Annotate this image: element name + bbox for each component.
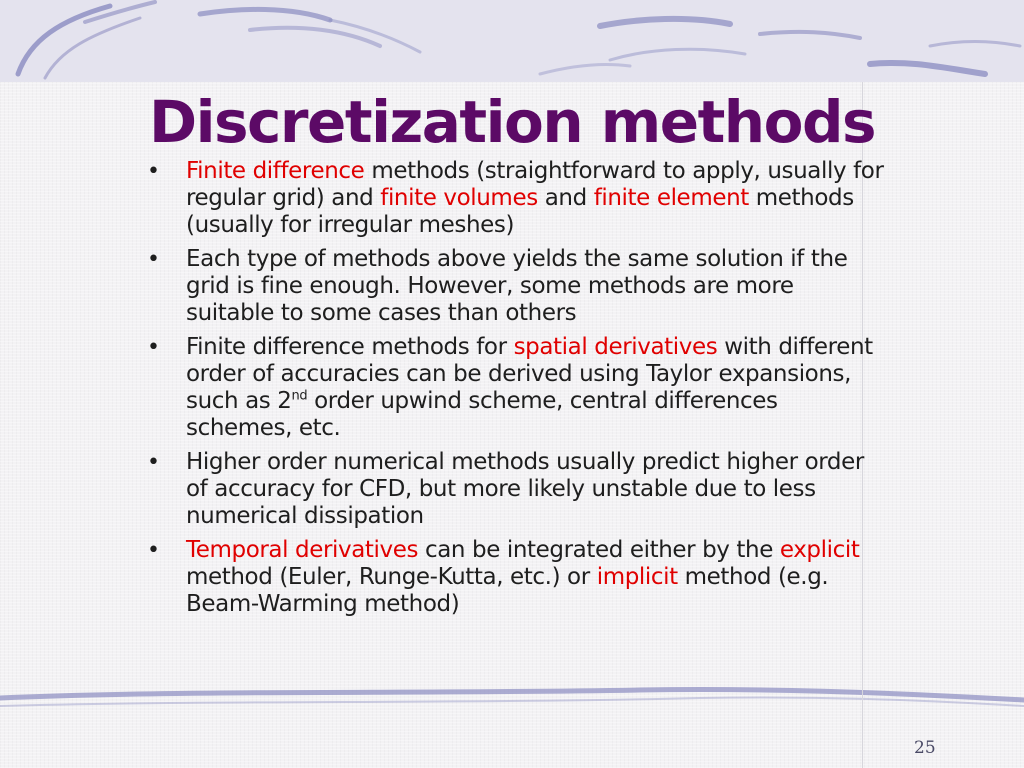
bullet-item bbox=[147, 537, 887, 618]
bullet-item bbox=[147, 158, 887, 239]
bullet-text: with different order of accuracies can be derived using Taylor expansions, such as 2 bbox=[186, 334, 873, 414]
bullet-text: methods (straightforward to apply, usually for regular grid) and bbox=[186, 158, 884, 211]
bullet-text: Finite difference methods for bbox=[186, 334, 514, 360]
bullet-item bbox=[147, 246, 887, 327]
bullet-text: and bbox=[537, 185, 594, 211]
bullet-text: methods (usually for irregular meshes) bbox=[186, 185, 854, 238]
bullet-item bbox=[147, 449, 887, 530]
bullet-dot-icon: • bbox=[147, 450, 160, 475]
bullet-dot-icon: • bbox=[147, 247, 160, 272]
bullet-text: order upwind scheme, central differences schemes, etc. bbox=[186, 388, 778, 441]
bullet-dot-icon: • bbox=[147, 538, 160, 563]
highlighted-term: Finite difference bbox=[186, 158, 365, 184]
bullet-text: method (Euler, Runge-Kutta, etc.) or bbox=[186, 564, 597, 590]
highlighted-term: spatial derivatives bbox=[513, 334, 718, 360]
highlighted-term: finite element bbox=[593, 185, 749, 211]
bullet-text: method (e.g. Beam-Warming method) bbox=[186, 564, 829, 617]
highlighted-term: explicit bbox=[779, 537, 860, 563]
bullet-text: Each type of methods above yields the same solution if the grid is fine enough. However, some methods are more suitable to some cases than others bbox=[186, 246, 848, 326]
superscript-text: nd bbox=[291, 388, 308, 404]
highlighted-term: Temporal derivatives bbox=[186, 537, 419, 563]
bullet-dot-icon: • bbox=[147, 159, 160, 184]
highlighted-term: finite volumes bbox=[380, 185, 538, 211]
bullet-dot-icon: • bbox=[147, 335, 160, 360]
bullet-text: Higher order numerical methods usually predict higher order of accuracy for CFD, but more likely unstable due to less numerical dissipation bbox=[186, 449, 864, 529]
highlighted-term: implicit bbox=[596, 564, 678, 590]
bullet-item bbox=[147, 334, 887, 442]
slide-title: Discretization methods bbox=[149, 87, 875, 156]
bullet-text: can be integrated either by the bbox=[418, 537, 780, 563]
bullet-list bbox=[147, 158, 887, 625]
page-number: 25 bbox=[914, 738, 936, 758]
